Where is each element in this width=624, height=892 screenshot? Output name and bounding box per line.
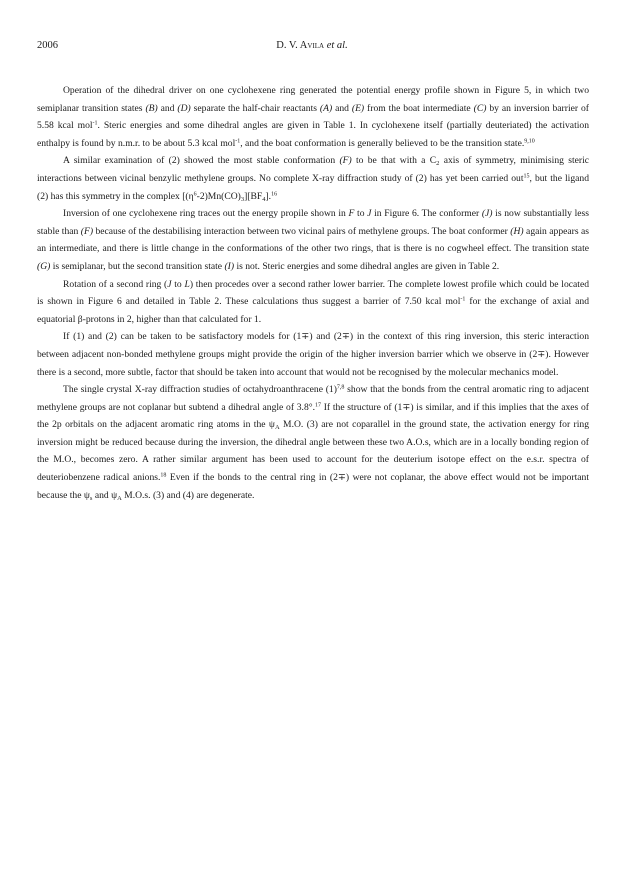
text-segment: Inversion of one cyclohexene ring traces out the energy propile shown in: [63, 208, 349, 220]
text-segment: 2: [436, 160, 440, 168]
text-segment: A: [274, 424, 280, 432]
text-segment: 9,10: [524, 138, 535, 145]
text-segment: 17: [314, 402, 321, 409]
paragraph-p1: [37, 82, 589, 152]
text-segment: by an inversion barrier of 5.58 kcal mol: [37, 102, 589, 132]
text-segment: (E): [351, 102, 365, 114]
text-segment: to: [171, 278, 185, 290]
text-segment: L: [184, 278, 190, 290]
text-segment: -1: [92, 120, 98, 127]
paragraph-p4: [37, 276, 589, 329]
running-header: [37, 40, 587, 54]
article-body: [37, 82, 589, 504]
text-segment: and: [332, 102, 352, 114]
text-segment: because of the destabilising interaction between two vicinal pairs of methylene groups. The boat conformer: [93, 225, 511, 237]
text-segment: If the structure of (1∓) is similar, and if this implies that the axes of the 2p orbitals on the adjacent aromatic ring atoms in the ψ: [37, 401, 589, 431]
text-segment: (F): [339, 155, 352, 167]
text-segment: A: [117, 494, 122, 502]
paragraph-p6: [37, 381, 589, 504]
text-segment: . Steric energies and some dihedral angles are given in Table 1. In cyclohexene itself (partially deuteriated) the activation enthalpy is found by n.m.r. to be about 5.3 kcal mol: [37, 120, 589, 149]
text-segment: If (1) and (2) can be taken to be satisfactory models for (1∓) and (2∓) in the context of this ring inversion, this steric interaction between adjacent non-bonded methylene groups might provide the origin of the higher inversion barrier which we observe in (2∓). However there is a second, more subtle, factor that should be taken into account that would not be recognised by the molecular mechanics model.: [37, 331, 589, 378]
text-segment: The single crystal X-ray diffraction studies of octahydroanthracene (1): [63, 384, 337, 396]
text-segment: (A): [319, 102, 333, 114]
text-segment: and: [157, 102, 178, 114]
page-number: 2006: [37, 40, 58, 51]
text-segment: -1: [460, 296, 466, 303]
text-segment: from the boat intermediate: [364, 102, 474, 114]
text-segment: -1: [235, 138, 241, 145]
text-segment: to be that with a C: [351, 155, 437, 167]
text-segment: is now substantially less stable than: [37, 208, 590, 237]
running-title: [37, 40, 587, 51]
text-segment: J: [167, 278, 172, 290]
running-title-et-al: et al.: [326, 40, 348, 51]
text-segment: show that the bonds from the central aromatic ring to adjacent methylene groups are not coplanar but subtend a dihedral angle of 3.8°.: [37, 384, 589, 413]
text-segment: and ψ: [92, 489, 118, 501]
text-segment: (G): [37, 260, 51, 272]
text-segment: Even if the bonds to the central ring in (2∓) were not coplanar, the above effect would not be important because the ψ: [37, 472, 589, 501]
text-segment: ].: [265, 190, 272, 202]
text-segment: 6: [193, 191, 197, 198]
text-segment: -2)Mn(CO): [196, 190, 241, 202]
text-segment: s: [89, 494, 93, 502]
text-segment: for the exchange of axial and equatorial β-protons in 2, higher than that calculated for 1.: [37, 296, 590, 325]
text-segment: Operation of the dihedral driver on one cyclohexene ring generated the potential energy profile shown in Figure 5, in which two semiplanar transition states: [37, 85, 589, 114]
text-segment: 3: [240, 195, 245, 203]
text-segment: axis of symmetry, minimising steric interactions between vicinal benzylic methylene groups. No complete X-ray diffraction study of (2) has yet been carried out: [37, 155, 589, 184]
text-segment: 4: [262, 195, 266, 203]
text-segment: (C): [473, 102, 487, 114]
text-segment: M.O.s. (3) and (4) are degenerate.: [121, 489, 255, 501]
text-segment: (I): [224, 260, 235, 272]
text-segment: ][BF: [244, 190, 263, 202]
text-segment: F: [348, 208, 355, 220]
text-segment: M.O. (3) are not coparallel in the ground state, the activation energy for ring inversion might be reduced because during the inversion, the dihedral angle between these two A.O.s, which are in a locally bonding region of the M.O., becomes zero. A rather similar argument has been used to account for the deuterium isotope effect on the e.s.r. spectra of deuteriobenzene radical anions.: [37, 419, 589, 484]
running-title-author: D. V. Avila: [276, 40, 325, 51]
paragraph-p3: [37, 205, 589, 275]
text-segment: (F): [80, 225, 94, 237]
text-segment: is not. Steric energies and some dihedral angles are given in Table 2.: [234, 260, 500, 272]
text-segment: in Figure 6. The conformer: [371, 208, 482, 220]
text-segment: (H): [510, 225, 524, 237]
text-segment: separate the half-chair reactants: [190, 102, 320, 114]
text-segment: Rotation of a second ring (: [63, 278, 168, 290]
paragraph-p2: [37, 152, 589, 205]
text-segment: , but the ligand (2) has this symmetry in the complex [(η: [37, 172, 589, 202]
text-segment: 16: [271, 191, 278, 198]
text-segment: (D): [177, 102, 191, 114]
text-segment: is semiplanar, but the second transition state: [50, 260, 225, 272]
paragraph-p5: [37, 328, 589, 381]
text-segment: again appears as an intermediate, and there is little change in the conformations of the other two rings, that is there is no cogwheel effect. The transition state: [37, 225, 589, 255]
text-segment: 7,8: [336, 384, 345, 391]
text-segment: (J): [481, 208, 493, 220]
text-segment: A similar examination of (2) showed the most stable conformation: [63, 155, 340, 167]
text-segment: to: [354, 208, 368, 220]
text-segment: 18: [160, 472, 167, 479]
text-segment: ) then procedes over a second rather lower barrier. The complete lowest profile which could be located is shown in Figure 6 and detailed in Table 2. These calculations thus suggest a barrier of 7.50 kcal mol: [37, 278, 589, 308]
text-segment: , and the boat conformation is generally believed to be the transition state.: [240, 137, 525, 149]
text-segment: J: [367, 208, 372, 220]
text-segment: 15: [523, 173, 530, 180]
text-segment: (B): [145, 102, 158, 114]
